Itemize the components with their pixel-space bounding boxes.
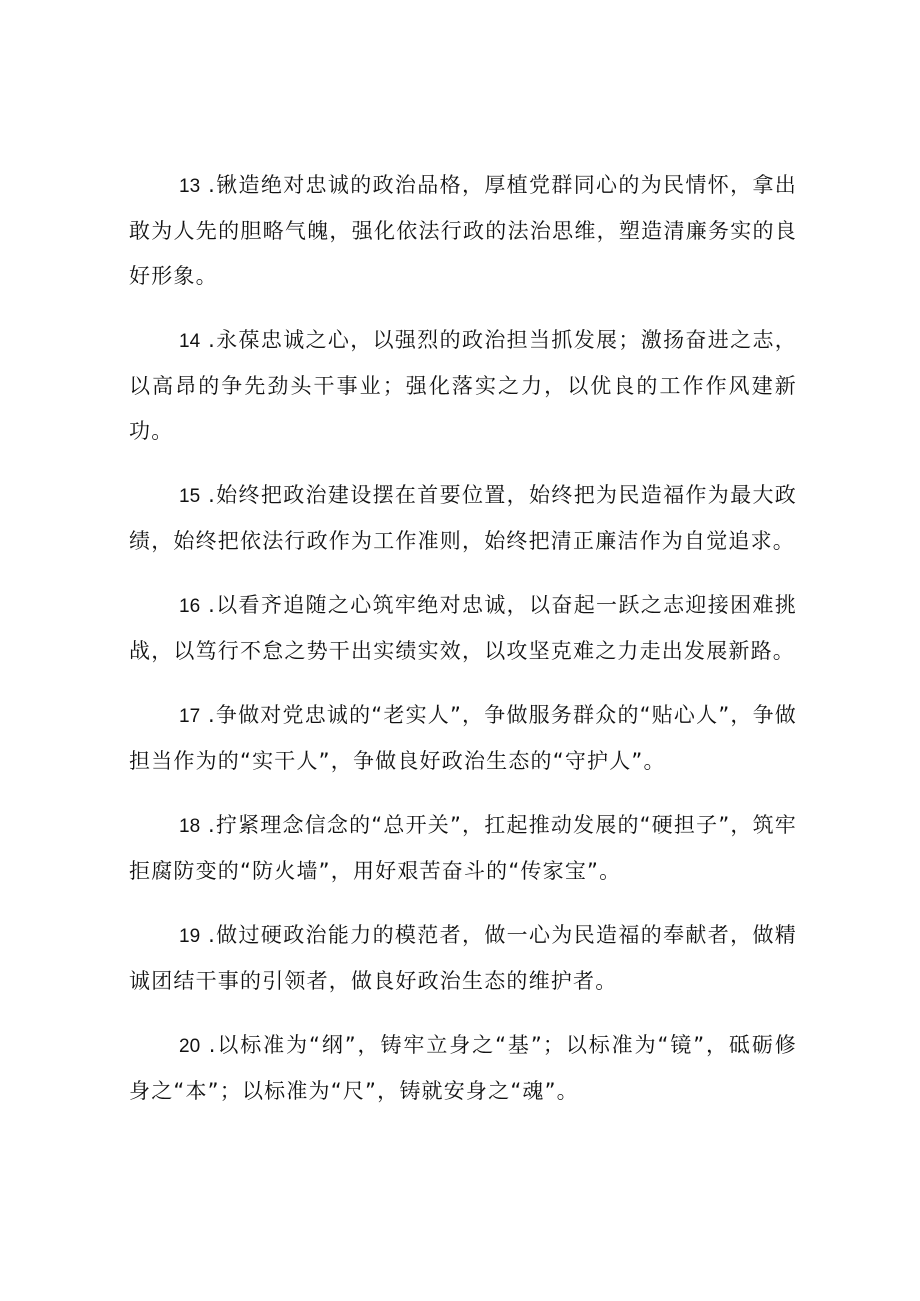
list-item-17 [129,693,797,784]
document-body [129,163,797,1133]
item-text: .锹造绝对忠诚的政治品格，厚植党群同心的为民情怀，拿出敢为人先的胆略气魄，强化依法行政的法治思维，塑造清廉务实的良好形象。 [129,173,797,288]
item-text: .永葆忠诚之心，以强烈的政治担当抓发展；激扬奋进之志，以高昂的争先劲头干事业；强化落实之力，以优良的工作作风建新功。 [129,328,797,443]
item-number: 17 [179,706,201,727]
list-item-18 [129,803,797,894]
item-text: .做过硬政治能力的模范者，做一心为民造福的奉献者，做精诚团结干事的引领者，做良好政治生态的维护者。 [129,923,797,993]
item-text: .争做对党忠诚的“老实人”，争做服务群众的“贴心人”，争做担当作为的“实干人”，争做良好政治生态的“守护人”。 [129,703,798,773]
item-number: 15 [179,486,201,507]
item-text: .以看齐追随之心筑牢绝对忠诚，以奋起一跃之志迎接困难挑战，以笃行不怠之势干出实绩实效，以攻坚克难之力走出发展新路。 [129,593,797,663]
list-item-15 [129,473,797,564]
list-item-16 [129,583,797,674]
item-number: 14 [179,331,201,352]
item-number: 18 [179,816,201,837]
item-text: .拧紧理念信念的“总开关”，扛起推动发展的“硬担子”，筑牢拒腐防变的“防火墙”，用好艰苦奋斗的“传家宝”。 [129,813,798,883]
list-item-20 [129,1023,797,1114]
item-text: .始终把政治建设摆在首要位置，始终把为民造福作为最大政绩，始终把依法行政作为工作准则，始终把清正廉洁作为自觉追求。 [129,483,797,553]
item-text: .以标准为“纲”，铸牢立身之“基”；以标准为“镜”，砥砺修身之“本”；以标准为“尺”，铸就安身之“魂”。 [129,1033,797,1103]
list-item-13 [129,163,797,299]
item-number: 19 [179,926,201,947]
item-number: 16 [179,596,201,617]
item-number: 13 [179,176,201,197]
list-item-19 [129,913,797,1004]
list-item-14 [129,318,797,454]
item-number: 20 [179,1036,201,1057]
